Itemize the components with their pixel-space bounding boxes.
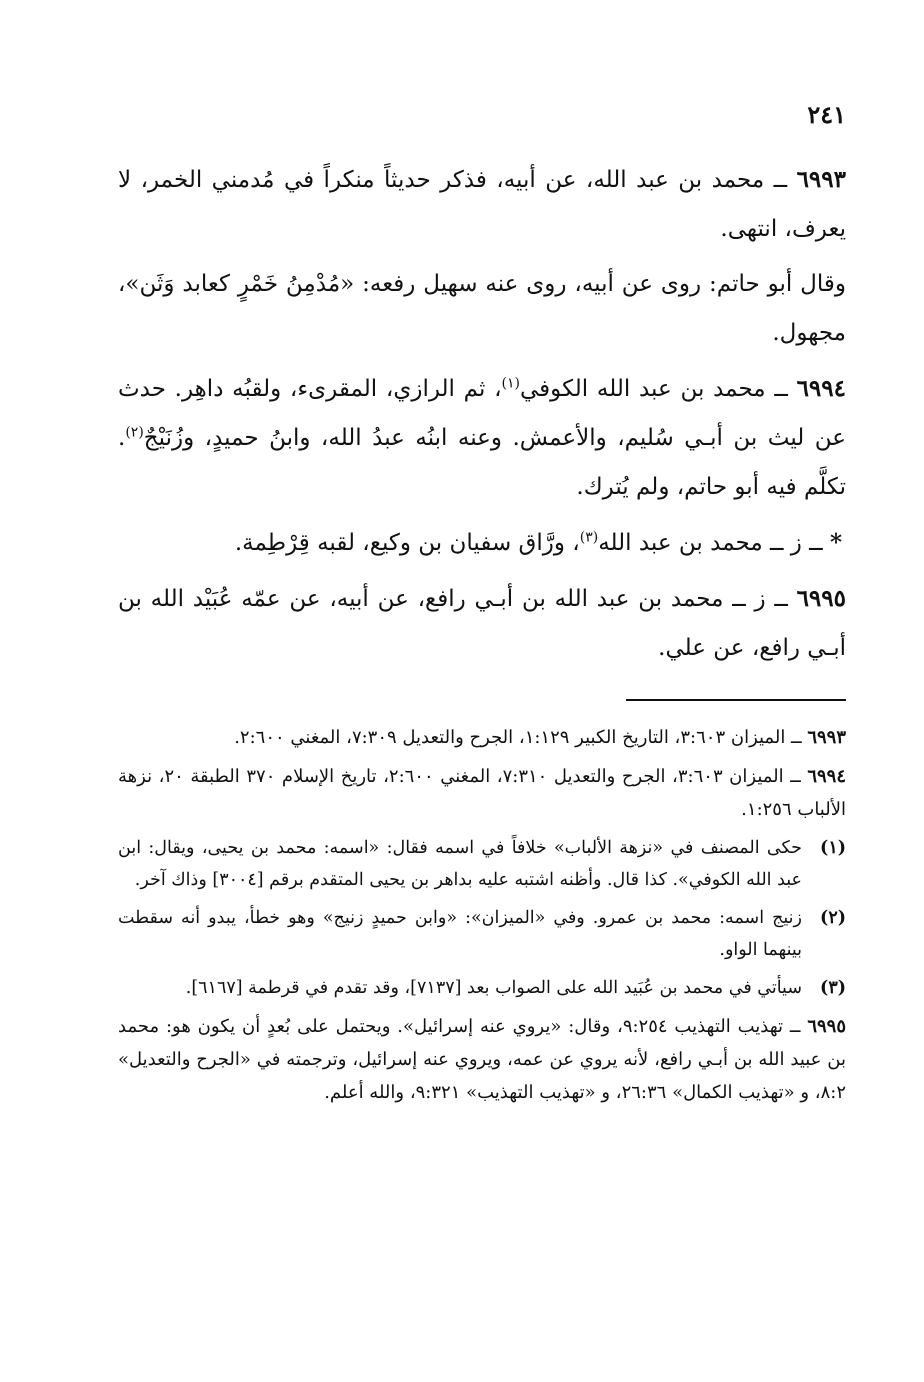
footnote-text: سيأتي في محمد بن عُبَيد الله على الصواب بعد [٧١٣٧]، وقد تقدم في قرطمة [٦١٦٧]. [185, 978, 802, 998]
entry-6993 [118, 155, 846, 254]
entry-number: ٦٩٩٥ [796, 585, 846, 612]
footnote-source-6994 [118, 760, 846, 826]
entry-6995 [118, 574, 846, 673]
footnote-source-6995 [118, 1010, 846, 1109]
footnote-marker: (٢) [820, 908, 846, 928]
footnote-text: ــ الميزان ٣:٦٠٣، التاريخ الكبير ١:١٢٩، الجرح والتعديل ٧:٣٠٩، المغني ٢:٦٠٠. [234, 727, 802, 748]
footnote-note-2 [118, 902, 846, 966]
footnote-ref-1: (١) [501, 375, 521, 392]
footnote-source-6993 [118, 721, 846, 754]
entry-text: وقال أبو حاتم: روى عن أبيه، روى عنه سهيل رفعه: «مُدْمِنُ خَمْرٍ كعابد وَثَن»، مجهول. [118, 271, 846, 346]
entry-text: ــ محمد بن عبد الله الكوفي [520, 376, 788, 402]
footnote-ref-2: (٢) [125, 424, 144, 441]
entry-text: . تكلَّم فيه أبو حاتم، ولم يُترك. [118, 425, 846, 500]
footnote-text: زنيج اسمه: محمد بن عمرو. وفي «الميزان»: «وابن حميدٍ زنيج» وهو خطأ، يبدو أنه سقطت بينهما الواو. [118, 908, 802, 960]
footnote-text: ــ الميزان ٣:٦٠٣، الجرح والتعديل ٧:٣١٠، المغني ٢:٦٠٠، تاريخ الإسلام ٣٧٠ الطبقة ٢٠، نزهة الألباب ١:٢٥٦. [118, 766, 846, 820]
footnote-marker: (٣) [820, 978, 846, 998]
footnote-note-3 [118, 972, 846, 1004]
footnote-number: ٦٩٩٤ [807, 766, 846, 787]
footnote-text: ــ تهذيب التهذيب ٩:٢٥٤، وقال: «يروي عنه إسرائيل». ويحتمل على بُعدٍ أن يكون هو: محمد بن عبيد الله بن أبـي رافع، لأنه يروي عن عمه، ويروي عنه إسرائيل، وترجمته في «الجرح والتعديل» ٨:٢، و «تهذيب الكمال» ٢٦:٣٦، و «تهذيب التهذيب» ٩:٣٢١، والله أعلم. [118, 1016, 846, 1103]
entry-6993-abu-hatim [118, 260, 846, 358]
footnote-marker: (١) [820, 838, 846, 858]
footnote-ref-3: (٣) [579, 529, 599, 546]
entry-text: ــ ز ــ محمد بن عبد الله [598, 530, 823, 556]
document-page [118, 95, 846, 1115]
footnote-note-1 [118, 832, 846, 896]
entry-text: ، ورَّاق سفيان بن وكيع، لقبه قِرْطِمة. [234, 530, 580, 556]
entry-text: ، ثم الرازي، المقرىء، ولقبُه داهِر. حدث عن ليث بن أبـي سُليم، والأعمش. وعنه ابنُه عبدُ الله، وابنُ حميدٍ، وزُنَيْجٌ [118, 376, 846, 451]
footnote-text: حكى المصنف في «نزهة الألباب» خلافاً في اسمه فقال: «اسمه: محمد بن يحيى، ويقال: ابن عبد الله الكوفي». كذا قال. وأظنه اشتبه عليه بداهر بن يحيى المتقدم برقم [٣٠٠٤] وذاك آخر. [118, 838, 802, 890]
entry-text: ــ محمد بن عبد الله، عن أبيه، فذكر حديثاً منكراً في مُدمني الخمر، لا يعرف، انتهى. [118, 167, 846, 242]
entry-6994 [118, 364, 846, 512]
footnote-number: ٦٩٩٥ [807, 1016, 846, 1037]
entry-number: ٦٩٩٤ [796, 375, 846, 402]
footnote-number: ٦٩٩٣ [807, 727, 846, 748]
footnote-divider [626, 699, 846, 701]
entry-number: ٦٩٩٣ [796, 166, 846, 193]
entry-addition [118, 518, 846, 568]
asterisk-marker: * [829, 529, 842, 556]
page-number: ٢٤١ [807, 100, 846, 129]
entry-text: ــ ز ــ محمد بن عبد الله بن أبـي رافع، عن أبيه، عن عمّه عُبَيْد الله بن أبـي رافع، عن علي. [118, 586, 846, 661]
